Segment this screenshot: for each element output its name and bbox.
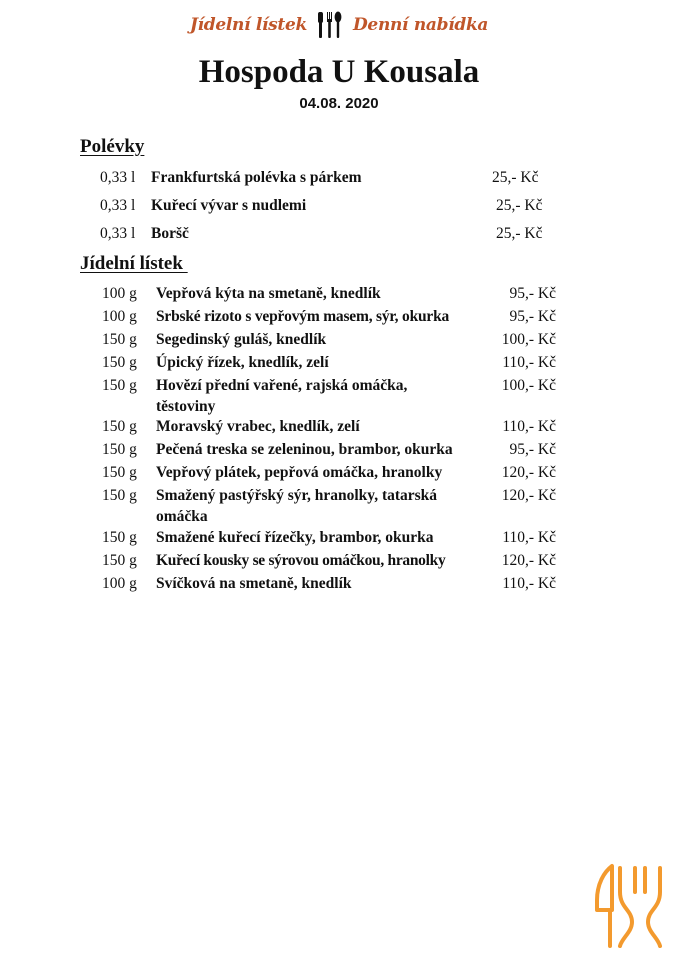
meal-price: 110,- Kč [502,529,556,546]
meal-qty: 150 g [102,529,137,546]
meal-price: 110,- Kč [502,354,556,371]
meal-price: 110,- Kč [502,575,556,592]
meal-price: 100,- Kč [501,377,556,394]
meal-name: Hovězí přední vařené, rajská omáčka, těstoviny [156,377,408,415]
meal-price: 120,- Kč [501,487,556,504]
soup-item [100,225,560,247]
soups-heading: Polévky [80,136,145,157]
meal-name: Smažené kuřecí řízečky, brambor, okurka [156,529,434,546]
meal-qty: 100 g [102,575,137,592]
soup-name: Frankfurtská polévka s párkem [151,169,362,186]
meal-qty: 100 g [102,285,137,302]
meal-name: Smažený pastýřský sýr, hranolky, tatarská omáčka [156,487,438,525]
meal-qty: 100 g [102,308,137,325]
soup-qty: 0,33 l [100,169,136,186]
meal-name: Kuřecí kousky se sýrovou omáčkou, hranolky [156,552,446,569]
meal-price: 110,- Kč [502,418,556,435]
soup-qty: 0,33 l [100,197,136,214]
meal-price: 120,- Kč [501,464,556,481]
meal-name: Úpický řízek, knedlík, zelí [156,354,329,371]
soup-price: 25,- Kč [496,197,543,214]
soup-item [100,197,560,219]
soup-price: 25,- Kč [492,169,539,186]
header-right-text: Denní nabídka [352,15,489,35]
soup-qty: 0,33 l [100,225,136,242]
meal-qty: 150 g [102,331,137,348]
meal-name: Pečená treska se zeleninou, brambor, okurka [156,441,453,458]
meal-price: 95,- Kč [509,308,556,325]
meal-price: 95,- Kč [509,285,556,302]
meal-price: 95,- Kč [509,441,556,458]
soup-item [100,169,560,191]
meal-name: Segedinský guláš, knedlík [156,331,327,348]
soup-name: Boršč [151,225,189,242]
meal-qty: 150 g [102,354,137,371]
meal-qty: 150 g [102,441,137,458]
meal-qty: 150 g [102,464,137,481]
meal-name: Moravský vrabec, knedlík, zelí [156,418,360,435]
header-banner [0,10,678,40]
meal-qty: 150 g [102,487,137,504]
header-left-text: Jídelní lístek [189,15,307,35]
meal-name: Svíčková na smetaně, knedlík [156,575,352,592]
meal-name: Srbské rizoto s vepřovým masem, sýr, okurka [156,308,450,325]
meal-price: 100,- Kč [501,331,556,348]
meal-price: 120,- Kč [501,552,556,569]
soup-price: 25,- Kč [496,225,543,242]
menu-date: 04.08. 2020 [299,95,379,112]
meal-qty: 150 g [102,377,137,394]
restaurant-logo-icon [592,862,666,950]
restaurant-name: Hospoda U Kousala [198,54,480,90]
menu-heading: Jídelní lístek [80,253,188,274]
meal-qty: 150 g [102,418,137,435]
meal-qty: 150 g [102,552,137,569]
meal-name: Vepřová kýta na smetaně, knedlík [156,285,381,302]
soup-name: Kuřecí vývar s nudlemi [151,197,307,214]
meal-name: Vepřový plátek, pepřová omáčka, hranolky [156,464,443,481]
cutlery-icon [317,10,343,40]
